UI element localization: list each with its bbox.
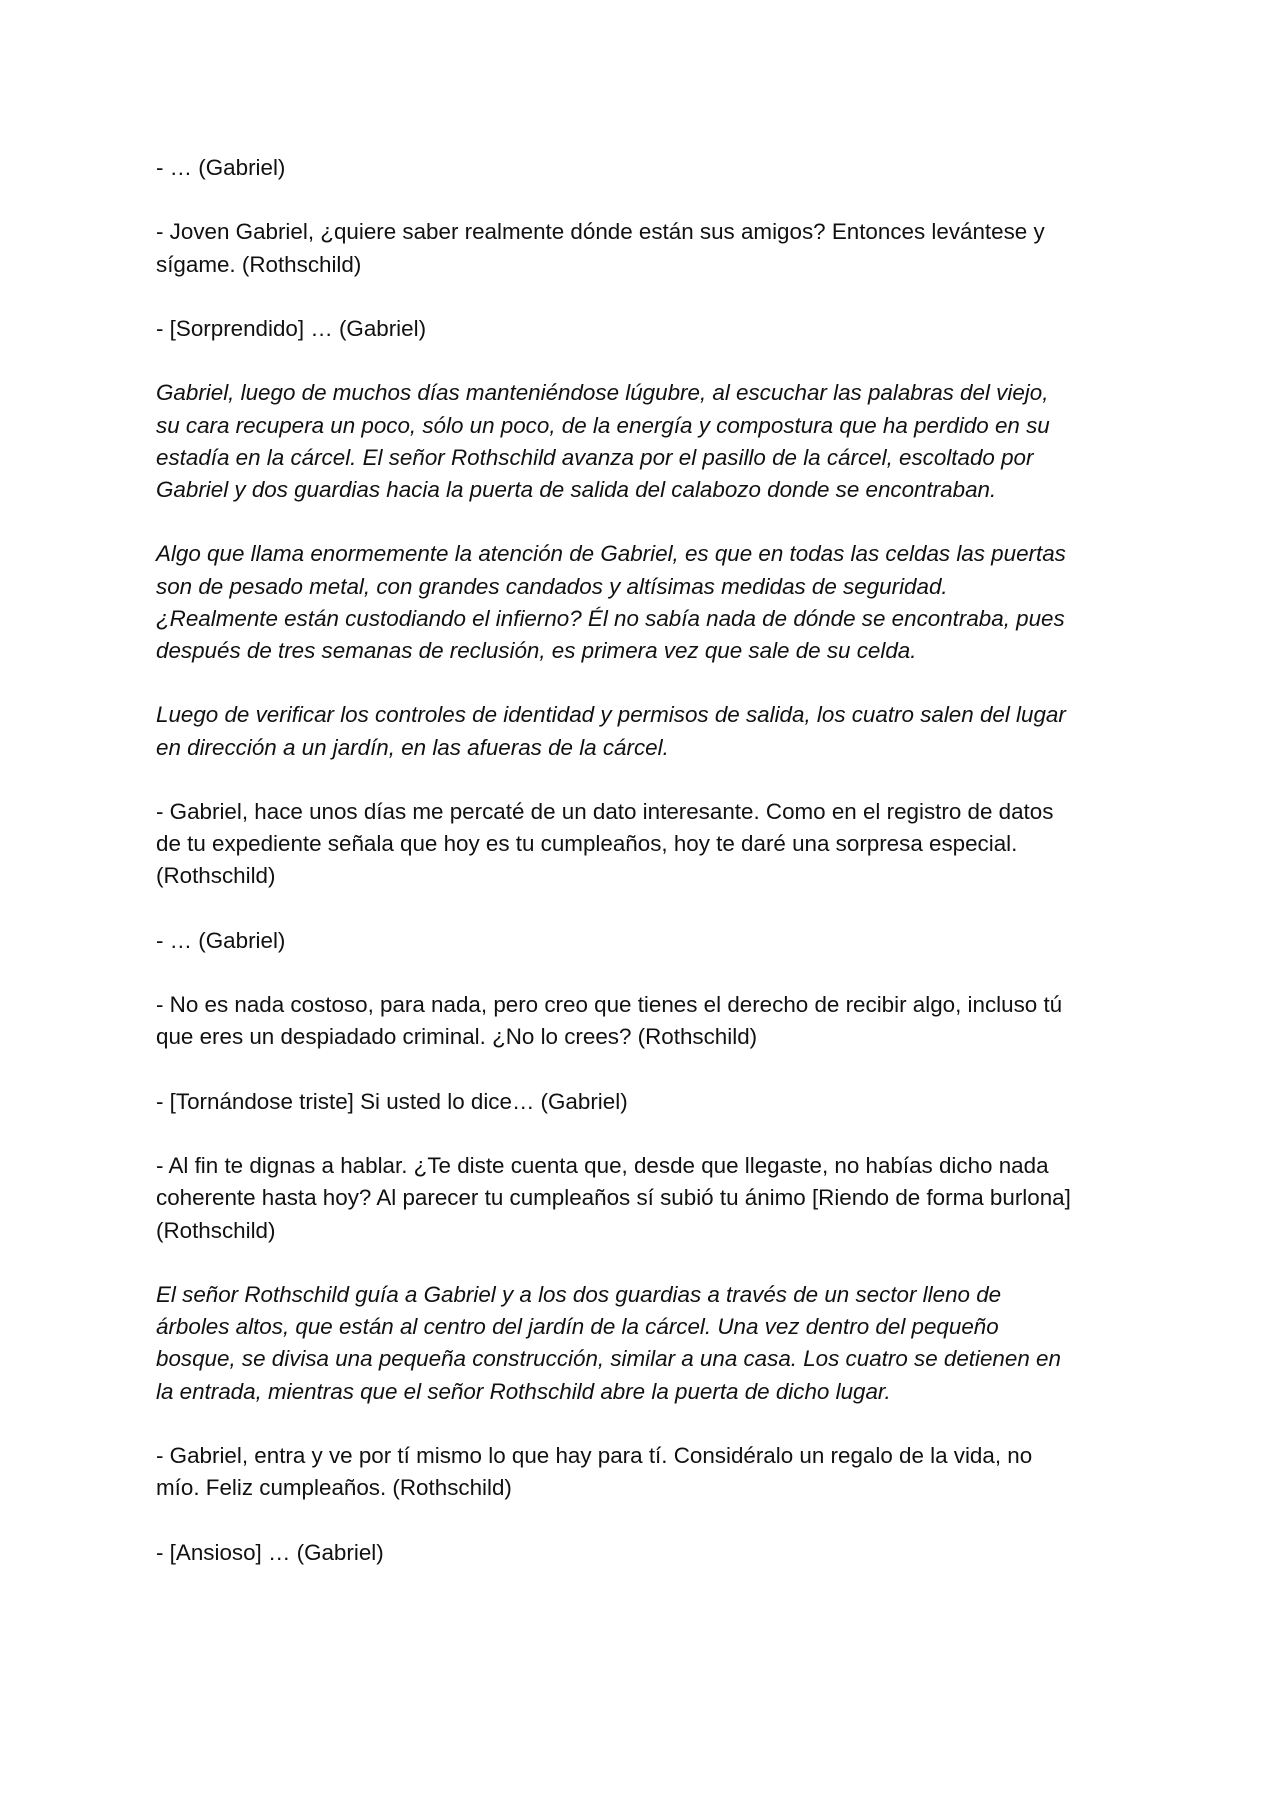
dialogue-line: - … (Gabriel) bbox=[156, 155, 286, 180]
dialogue-line: - Gabriel, hace unos días me percaté de un dato interesante. Como en el registro de datos de tu expediente señala que hoy es tu cumpleaños, hoy te daré una sorpresa especial. (Rothschild) bbox=[156, 798, 1054, 889]
document-page bbox=[156, 152, 1128, 1601]
dialogue-line: - Gabriel, entra y ve por tí mismo lo que hay para tí. Considéralo un regalo de la vida, no mío. Feliz cumpleaños. (Rothschild) bbox=[156, 1442, 1033, 1501]
narration-paragraph: El señor Rothschild guía a Gabriel y a los dos guardias a través de un sector lleno de árboles altos, que están al centro del jardín de la cárcel. Una vez dentro del pequeño bosque, se divisa una pequeña construcción, similar a una casa. Los cuatro se detienen en la entrada, mientras que el señor Rothschild abre la puerta de dicho lugar. bbox=[156, 1281, 1061, 1404]
dialogue-line: - [Tornándose triste] Si usted lo dice… (Gabriel) bbox=[156, 1088, 628, 1114]
dialogue-line: - [Ansioso] … (Gabriel) bbox=[156, 1539, 384, 1565]
narration-paragraph: Luego de verificar los controles de identidad y permisos de salida, los cuatro salen del lugar en dirección a un jardín, en las afueras de la cárcel. bbox=[156, 702, 1066, 760]
narration-paragraph: Gabriel, luego de muchos días manteniéndose lúgubre, al escuchar las palabras del viejo, su cara recupera un poco, sólo un poco, de la energía y compostura que ha perdido en su estadía en la cárcel. El señor Rothschild avanza por el pasillo de la cárcel, escoltado por Gabriel y dos guardias hacia la puerta de salida del calabozo donde se encontraban. bbox=[156, 380, 1050, 502]
dialogue-line: - … (Gabriel) bbox=[156, 927, 286, 953]
dialogue-line: - [Sorprendido] … (Gabriel) bbox=[156, 315, 427, 341]
dialogue-line: - Joven Gabriel, ¿quiere saber realmente dónde están sus amigos? Entonces levántese y sígame. (Rothschild) bbox=[156, 219, 1045, 277]
dialogue-line: - No es nada costoso, para nada, pero creo que tienes el derecho de recibir algo, incluso tú que eres un despiadado criminal. ¿No lo crees? (Rothschild) bbox=[156, 992, 1063, 1050]
dialogue-line: - Al fin te dignas a hablar. ¿Te diste cuenta que, desde que llegaste, no habías dicho nada coherente hasta hoy? Al parecer tu cumpleaños sí subió tu ánimo [Riendo de forma burlona] (Rothschild) bbox=[156, 1153, 1071, 1243]
narration-paragraph: Algo que llama enormemente la atención de Gabriel, es que en todas las celdas las puertas son de pesado metal, con grandes candados y altísimas medidas de seguridad. ¿Realmente están custodiando el infierno? Él no sabía nada de dónde se encontraba, pues después de tres semanas de reclusión, es primera vez que sale de su celda. bbox=[156, 541, 1066, 663]
